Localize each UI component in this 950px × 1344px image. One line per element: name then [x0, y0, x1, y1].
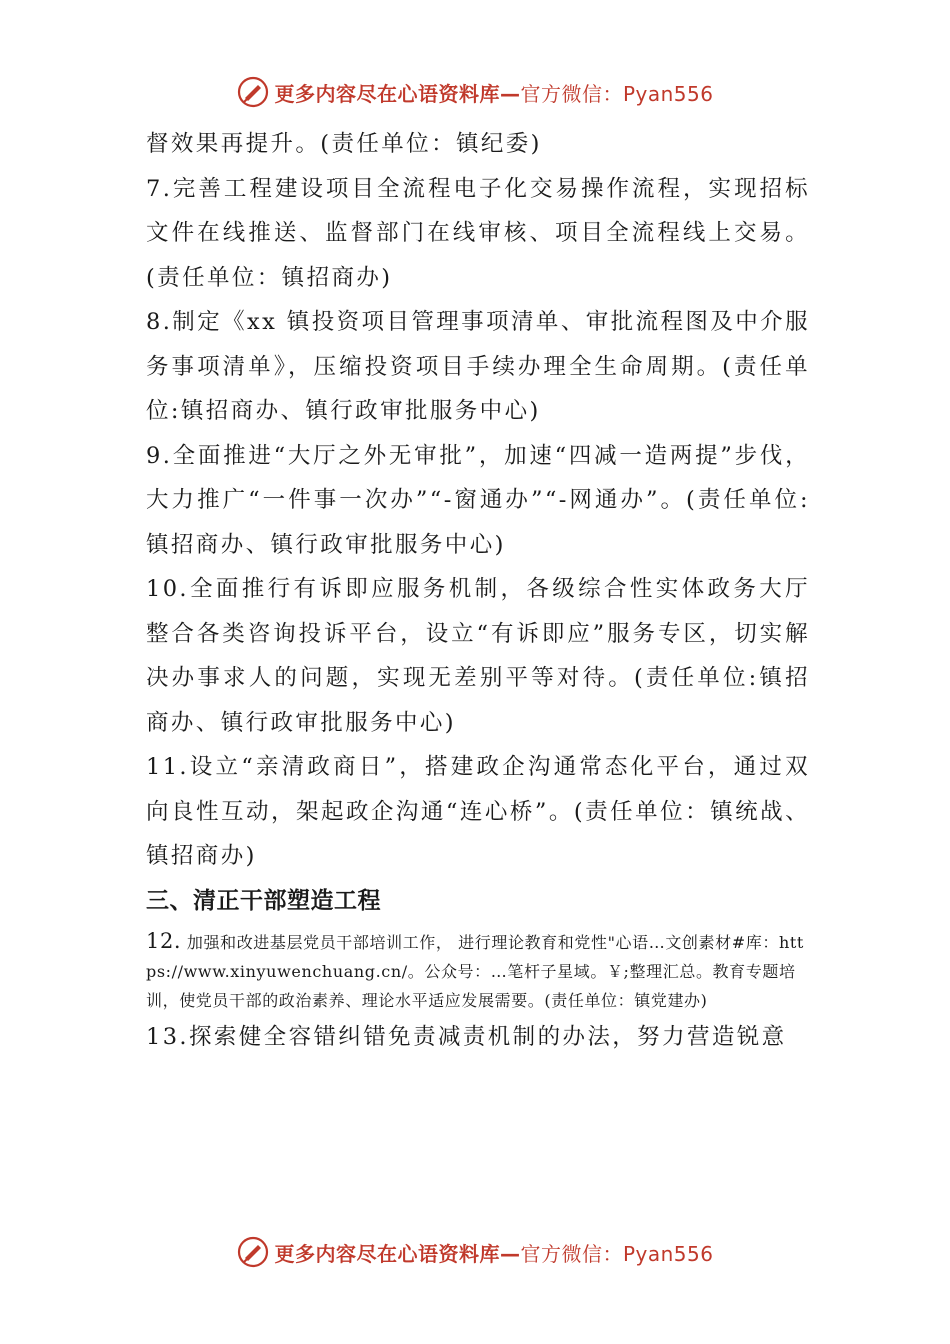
paragraph-item-7: 7.完善工程建设项目全流程电子化交易操作流程，实现招标文件在线推送、监督部门在线审核、项目全流程线上交易。(责任单位：镇招商办): [146, 175, 810, 291]
banner-main-text: 更多内容尽在心语资料库—: [274, 81, 521, 106]
banner-text: [274, 1238, 713, 1267]
seal-logo-icon: [236, 75, 270, 109]
paragraph-item-13: 13.探索健全容错纠错免责减责机制的办法，努力营造锐意: [146, 1023, 787, 1050]
paragraph-item-11: 11.设立“亲清政商日”，搭建政企沟通常态化平台，通过双向良性互动，架起政企沟通“连心桥”。(责任单位：镇统战、镇招商办): [146, 754, 810, 869]
banner-text: [274, 78, 713, 107]
banner-wechat-text: 官方微信：Pyan556: [520, 1241, 714, 1266]
section-heading: 三、清正干部塑造工程: [146, 887, 381, 914]
item-12-number: 12.: [146, 928, 182, 953]
paragraph-continuation: 督效果再提升。(责任单位：镇纪委): [146, 131, 542, 157]
banner-wechat-text: 官方微信：Pyan556: [520, 81, 714, 106]
document-body: [146, 122, 810, 1059]
seal-logo-icon: [236, 1235, 270, 1269]
header-banner: [0, 72, 950, 112]
paragraph-item-9: 9.全面推进“大厅之外无审批”，加速“四减一造两提”步伐，大力推广“一件事一次办”“-窗通办”“-网通办”。(责任单位:镇招商办、镇行政审批服务中心): [146, 442, 810, 558]
banner-main-text: 更多内容尽在心语资料库—: [274, 1241, 521, 1266]
footer-banner: [0, 1232, 950, 1272]
paragraph-item-10: 10.全面推行有诉即应服务机制，各级综合性实体政务大厅整合各类咨询投诉平台，设立“有诉即应”服务专区，切实解决办事求人的问题，实现无差别平等对待。(责任单位:镇招商办、镇行政审批服务中心): [146, 576, 810, 736]
item-12-text: 加强和改进基层党员干部培训工作， 进行理论教育和党性"心语…文创素材#库：https://www.xinyuwenchuang.cn/。公众号：…笔杆子星域。￥;整理汇总。教育专题培训，使党员干部的政治素养、理论水平适应发展需要。(责任单位：镇党建办): [146, 932, 804, 1010]
paragraph-item-8: 8.制定《xx 镇投资项目管理事项清单、审批流程图及中介服务事项清单》，压缩投资项目手续办理全生命周期。(责任单位:镇招商办、镇行政审批服务中心): [146, 309, 810, 424]
paragraph-item-12: [146, 927, 810, 1015]
